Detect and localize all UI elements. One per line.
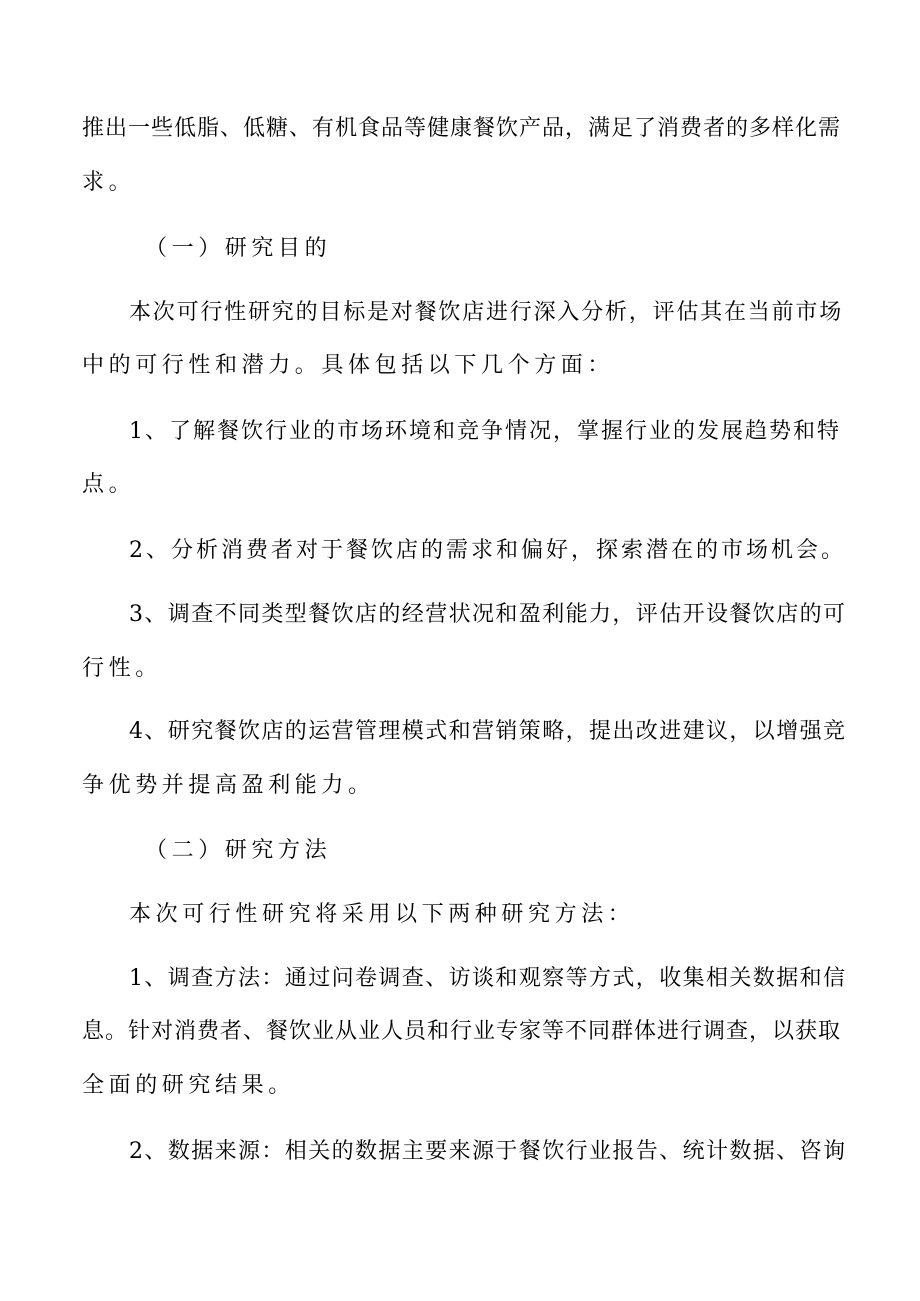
list-item-line: 全面的研究结果。 [82,1073,295,1098]
list-item-line: 2、分析消费者对于餐饮店的需求和偏好，探索潜在的市场机会。 [129,538,846,563]
list-item-line: 息。针对消费者、餐饮业从业人员和行业专家等不同群体进行调查，以获取 [82,1019,842,1044]
list-item-line: 点。 [82,472,136,497]
section-heading-purpose: （一）研究目的 [145,236,332,261]
paragraph-line: 中的可行性和潜力。具体包括以下几个方面： [82,353,615,378]
list-item-line: 2、数据来源：相关的数据主要来源于餐饮行业报告、统计数据、咨询 [129,1139,847,1164]
paragraph-line: 本次可行性研究的目标是对餐饮店进行深入分析，评估其在当前市场 [129,300,844,325]
paragraph-line: 求。 [82,170,136,195]
list-item-line: 行性。 [82,656,162,681]
list-item-line: 争优势并提高盈利能力。 [82,773,375,798]
list-item-line: 1、调查方法：通过问卷调查、访谈和观察等方式，收集相关数据和信 [129,966,847,991]
section-heading-method: （二）研究方法 [145,838,332,863]
list-item-line: 1、了解餐饮行业的市场环境和竞争情况，掌握行业的发展趋势和特 [129,419,841,444]
list-item-line: 4、研究餐饮店的运营管理模式和营销策略，提出改进建议，以增强竞 [129,719,847,744]
paragraph-line: 推出一些低脂、低糖、有机食品等健康餐饮产品，满足了消费者的多样化需 [82,116,842,141]
list-item-line: 3、调查不同类型餐饮店的经营状况和盈利能力，评估开设餐饮店的可 [129,602,847,627]
paragraph-line: 本次可行性研究将采用以下两种研究方法： [129,902,635,927]
